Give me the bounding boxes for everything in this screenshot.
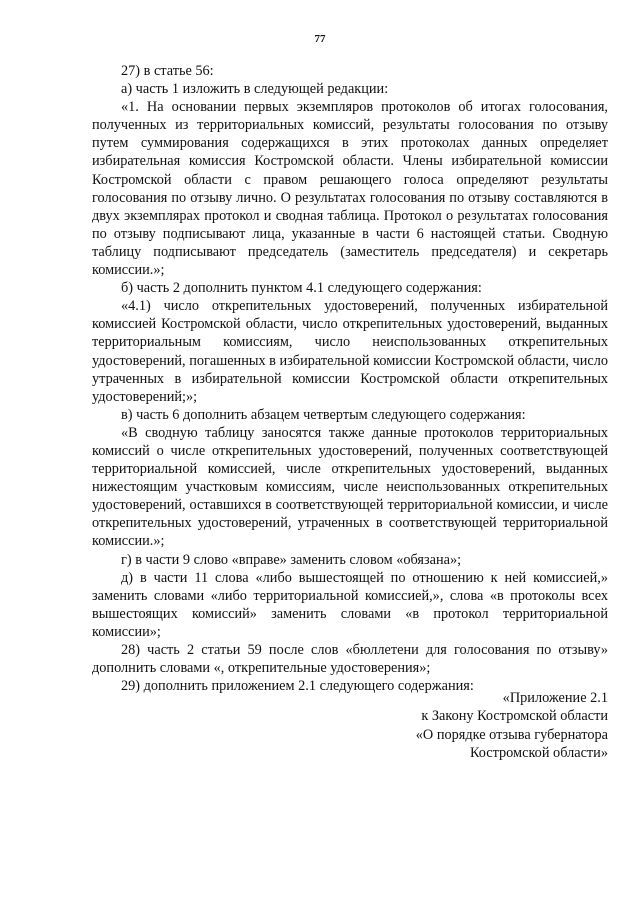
paragraph: г) в части 9 слово «вправе» заменить словом «обязана»; — [121, 551, 462, 568]
paragraph: в) часть 6 дополнить абзацем четвертым следующего содержания: — [121, 406, 526, 423]
attachment-heading — [416, 689, 608, 762]
paragraph: «1. На основании первых экземпляров протоколов об итогах голосования, полученных из территориальных комиссий, результаты голосования по отзыву путем суммирования содержащихся в этих протоколах данных определяет избирательная комиссия Костромской области. Члены избирательной комиссии Костромской области с правом решающего голоса определяют результаты голосования по отзыву лично. О результатах голосования по отзыву составляются в двух экземплярах протокол и сводная таблица. Протокол о результатах голосования по отзыву подписывают лица, указанные в части 6 настоящей статьи. Сводную таблицу подписывают председатель (заместитель председателя) и секретарь комиссии.»; — [92, 99, 608, 279]
paragraph: д) в части 11 слова «либо вышестоящей по отношению к ней комиссией,» заменить словами «либо территориальной комиссией,», слова «в протоколы всех вышестоящих комиссий» заменить словами «в протокол территориальной комиссии»; — [92, 569, 608, 640]
paragraph: 28) часть 2 статьи 59 после слов «бюллетени для голосования по отзыву» дополнить словами «, открепительные удостоверения»; — [92, 642, 608, 677]
page-number: 77 — [314, 33, 326, 45]
attachment-line: «О порядке отзыва губернатора — [415, 726, 608, 743]
attachment-line: к Закону Костромской области — [421, 708, 608, 725]
paragraph: 29) дополнить приложением 2.1 следующего содержания: — [121, 678, 474, 695]
document-body — [92, 62, 608, 695]
paragraph: 27) в статье 56: — [121, 63, 214, 79]
attachment-line: Костромской области» — [469, 744, 608, 761]
paragraph: а) часть 1 изложить в следующей редакции: — [121, 81, 389, 98]
paragraph: «В сводную таблицу заносятся также данные протоколов территориальных комиссий о числе открепительных удостоверений, полученных соответствующей территориальной комиссией, числе открепительных удостоверений, выданных нижестоящим участковым комиссиям, числе неиспользованных открепительных удостоверений, оставшихся в соответствующей территориальной комиссии, и числе открепительных удостоверений, утраченных в соответствующей территориальной комиссии.»; — [92, 424, 608, 550]
attachment-line: «Приложение 2.1 — [502, 690, 608, 706]
paragraph: «4.1) число открепительных удостоверений, полученных избирательной комиссией Костромской области, число открепительных удостоверений, выданных территориальным комиссиям, число неиспользованных открепительных удостоверений, погашенных в избирательной комиссии Костромской области, число утраченных в избирательной комиссии Костромской области открепительных удостоверений;»; — [92, 298, 609, 405]
paragraph: б) часть 2 дополнить пунктом 4.1 следующего содержания: — [121, 280, 482, 297]
